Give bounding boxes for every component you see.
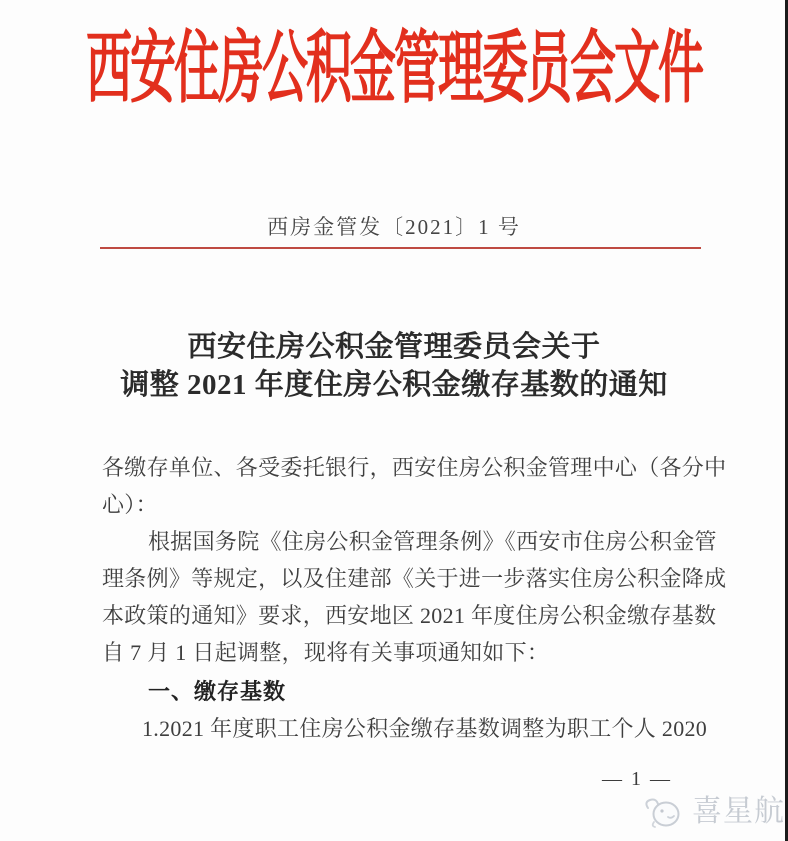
document-body (102, 449, 727, 747)
body-line: 本政策的通知》要求，西安地区 2021 年度住房公积金缴存基数 (102, 603, 717, 628)
watermark (642, 793, 785, 831)
masthead-title: 西安住房公积金管理委员会文件 (86, 24, 702, 112)
page-number: — 1 — (602, 768, 672, 790)
body-line: 各缴存单位、各受委托银行，西安住房公积金管理中心（各分中 (102, 455, 727, 480)
body-line: 心）： (102, 492, 158, 517)
body-line: 1.2021 年度职工住房公积金缴存基数调整为职工个人 2020 (142, 716, 708, 741)
document-title-line1: 西安住房公积金管理委员会关于 (187, 331, 601, 363)
body-line: 自 7 月 1 日起调整，现将有关事项通知如下： (102, 640, 550, 665)
body-line: 理条例》等规定，以及住建部《关于进一步落实住房公积金降成 (102, 566, 727, 591)
red-divider-line (100, 247, 701, 249)
section-heading: 一、缴存基数 (148, 679, 287, 704)
watermark-logo-icon (642, 794, 686, 830)
document-title-line2: 调整 2021 年度住房公积金缴存基数的通知 (120, 369, 668, 401)
document-title (0, 328, 788, 404)
document-number: 西房金管发〔2021〕1 号 (267, 215, 521, 239)
body-line: 根据国务院《住房公积金管理条例》《西安市住房公积金管 (148, 529, 717, 554)
document-masthead (0, 22, 788, 116)
watermark-text: 喜星航 (692, 795, 785, 828)
